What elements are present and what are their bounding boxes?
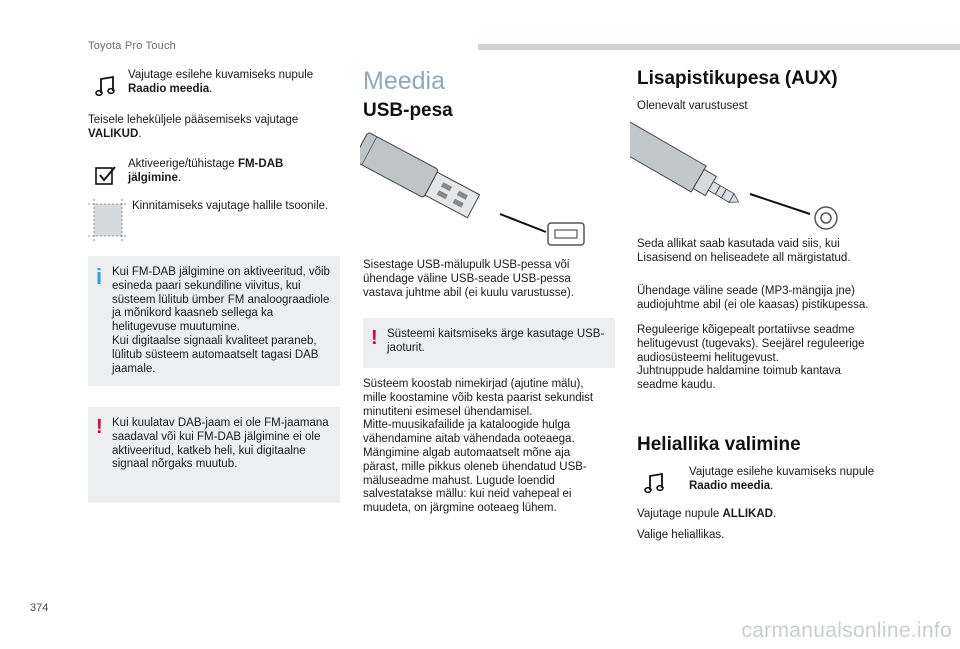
equipment-note: Olenevalt varustusest — [637, 100, 748, 112]
info-note-text: Kui FM-DAB jälgimine on aktiveeritud, võib esineda paari sekundiline viivitus, kui süsteem lülitub ümber FM analoograadiole ja mõnikord kaasneb sellega ka helitugevuse muutumine. Kui digitaalse signaali kvaliteet paraneb, lülitub süsteem automaatselt tagasi DAB jaamale. — [112, 266, 330, 375]
select-source-instruction: Valige heliallikas. — [637, 529, 725, 541]
subsection-title-usb: USB-pesa — [363, 100, 453, 121]
header-title: Toyota Pro Touch — [88, 40, 176, 52]
warning-note — [88, 407, 340, 503]
info-note — [88, 256, 340, 386]
header-bar — [478, 44, 960, 50]
usb-plug-illustration — [360, 128, 610, 250]
usb-warning-note — [363, 318, 615, 368]
aux-paragraph-2: Ühendage väline seade (MP3-mängija jne) audiojuhtme abil (ei ole kaasas) pistikupessa. — [637, 285, 869, 311]
step-text: Vajutage esilehe kuvamiseks nupule Raadio meedia. — [128, 69, 314, 95]
press-sources-instruction: Vajutage nupule ALLIKAD. — [637, 508, 777, 520]
checkbox-icon — [88, 157, 124, 193]
info-icon: i — [96, 264, 103, 289]
source-selection-title: Heliallika valimine — [637, 434, 801, 455]
music-note-icon — [88, 68, 124, 104]
page-number: 374 — [30, 602, 49, 614]
step-confirm — [88, 199, 338, 241]
warning-note-text: Kui kuulatav DAB-jaam ei ole FM-jaamana saadaval või kui FM-DAB jälgimine ei ole aktiveeritud, katkeb heli, kui digitaalne signaal nõrgaks muutub. — [112, 417, 329, 471]
step-text: Kinnitamiseks vajutage hallile tsoonile. — [132, 200, 329, 212]
watermark: carmanualsonline.info — [741, 618, 952, 642]
music-note-icon — [637, 465, 673, 501]
step-text: Vajutage esilehe kuvamiseks nupule Raadio meedia. — [689, 466, 875, 492]
step-press-radio-media — [637, 465, 887, 501]
usb-system-paragraph: Süsteem koostab nimekirjad (ajutine mälu), mille koostamine võib kesta paarist sekundist minutiteni esimesel ühendamisel. Mitte-muusikafailide ja kataloogide hulga vähendamine aitab vähendada ooteaega. Mängimine algab automaatselt mõne aja pärast, mille pikkus oleneb ühendatud USB-mäluseadme mahust. Lugude loendid salvestatakse mällu: kui neid vahepeal ei muudeta, on järgmine ooteaeg lühem. — [363, 378, 594, 515]
options-instruction: Teisele leheküljele pääsemiseks vajutage VALIKUD. — [88, 114, 299, 140]
section-title-aux: Lisapistikupesa (AUX) — [637, 68, 838, 89]
aux-paragraph-1: Seda allikat saab kasutada vaid siis, kui Lisasisend on heliseadete all märgistatud. — [637, 238, 851, 264]
step-press-radio-media — [88, 68, 338, 104]
warning-icon: ! — [371, 327, 378, 349]
usb-warning-text: Süsteemi kaitsmiseks ärge kasutage USB-jaoturit. — [387, 328, 605, 354]
usb-paragraph: Sisestage USB-mälupulk USB-pessa või ühendage väline USB-seade USB-pessa vastava juhtme abil (ei kuulu varustusse). — [363, 259, 574, 299]
step-text: Aktiveerige/tühistage FM-DAB jälgimine. — [128, 158, 284, 184]
aux-paragraph-3: Reguleerige kõigepealt portatiivse seadme helitugevust (tugevaks). Seejärel reguleerige audiosüsteemi helitugevust. Juhtnuppude haldamine toimub kantava seadme kaudu. — [637, 324, 865, 392]
gray-zone-icon — [88, 199, 128, 241]
aux-jack-illustration — [630, 118, 860, 232]
warning-icon: ! — [96, 416, 103, 438]
section-title-media: Meedia — [363, 67, 445, 95]
step-fm-dab — [88, 157, 338, 193]
